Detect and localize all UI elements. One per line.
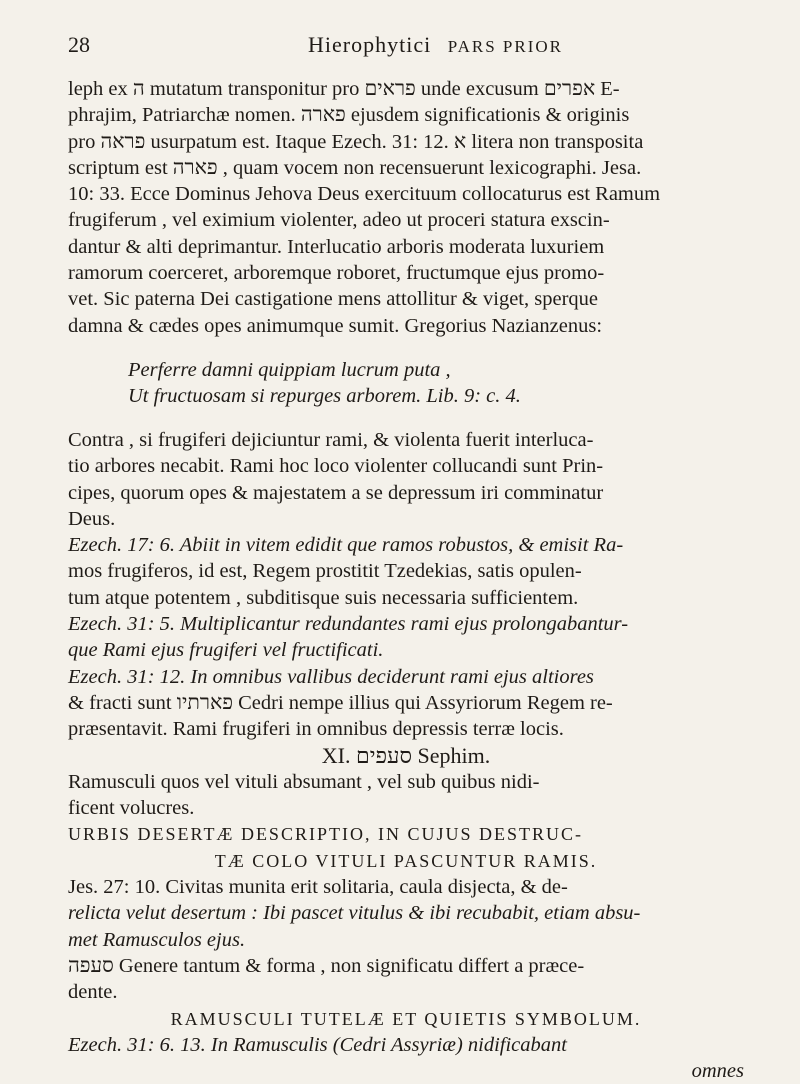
text-line: relicta velut desertum : Ibi pascet vitulus & ibi recubabit, etiam absu- <box>68 902 641 925</box>
text-line: vet. Sic paterna Dei castigatione mens attollitur & viget, sperque <box>68 288 598 311</box>
running-title-part: PARS PRIOR <box>447 37 563 56</box>
text-line: cipes, quorum opes & majestatem a se depressum iri comminatur <box>68 481 604 504</box>
text-line: Deus. <box>68 507 116 530</box>
text-line: damna & cædes opes animumque sumit. Gregorius Nazianzenus: <box>68 314 603 337</box>
text-body <box>68 76 744 1084</box>
text-line: tum atque potentem , subditisque suis necessaria sufficientem. <box>68 586 579 609</box>
page-number: 28 <box>68 32 90 57</box>
paragraph-1 <box>68 76 744 339</box>
text-line: dente. <box>68 981 118 1004</box>
paragraph-2 <box>68 427 744 743</box>
text-line: & fracti sunt פארתיו Cedri nempe illius qui Assyriorum Regem re- <box>68 691 613 714</box>
text-line: dantur & alti deprimantur. Interlucatio arboris moderata luxuriem <box>68 235 605 258</box>
text-line: Jes. 27: 10. Civitas munita erit solitaria, caula disjecta, & de- <box>68 876 568 899</box>
quote-line: Ut fructuosam si repurges arborem. Lib. 9: c. 4. <box>128 384 521 407</box>
text-line: ficent volucres. <box>68 797 195 820</box>
running-title-main: Hierophytici <box>308 32 432 57</box>
text-line: ramorum coerceret, arboremque roboret, fructumque ejus promo- <box>68 262 605 285</box>
text-line: que Rami ejus frugiferi vel fructificati. <box>68 639 384 662</box>
running-title <box>308 32 563 58</box>
paragraph-3 <box>68 769 744 1058</box>
text-line: præsentavit. Rami frugiferi in omnibus depressis terræ locis. <box>68 718 564 741</box>
text-line: URBIS DESERTÆ DESCRIPTIO, IN CUJUS DESTRUC- <box>68 824 583 845</box>
text-line: phrajim, Patriarchæ nomen. פארה ejusdem significationis & originis <box>68 104 630 127</box>
verse-quote <box>128 357 744 409</box>
text-line: RAMUSCULI TUTELÆ ET QUIETIS SYMBOLUM. <box>170 1008 642 1029</box>
quote-line: Perferre damni quippiam lucrum puta , <box>128 358 451 381</box>
text-line: tio arbores necabit. Rami hoc loco violenter collucandi sunt Prin- <box>68 455 604 478</box>
text-line: leph ex ה mutatum transponitur pro פראים unde excusum אפרים E- <box>68 78 620 100</box>
text-line: Ezech. 31: 6. 13. In Ramusculis (Cedri Assyriæ) nidificabant <box>68 1033 567 1056</box>
running-header <box>68 32 744 76</box>
text-line: met Ramusculos ejus. <box>68 928 246 951</box>
text-line: Ezech. 31: 5. Multiplicantur redundantes rami ejus prolongabantur- <box>68 613 629 636</box>
text-line: scriptum est פארה , quam vocem non recensuerunt lexicographi. Jesa. <box>68 156 642 179</box>
catchword: omnes <box>691 1060 744 1083</box>
text-line: pro פראה usurpatum est. Itaque Ezech. 31: 12. א litera non transposita <box>68 130 644 153</box>
text-line: Contra , si frugiferi dejiciuntur rami, & violenta fuerit interluca- <box>68 428 594 451</box>
text-line: 10: 33. Ecce Dominus Jehova Deus exercituum collocaturus est Ramum <box>68 183 661 206</box>
text-line: frugiferum , vel eximium violenter, adeo ut proceri statura exscin- <box>68 209 610 232</box>
text-line: Ezech. 31: 12. In omnibus vallibus deciderunt rami ejus altiores <box>68 665 594 688</box>
text-line: Ezech. 17: 6. Abiit in vitem edidit que ramos robustos, & emisit Ra- <box>68 534 624 557</box>
section-title: XI. סעפים Sephim. <box>321 742 491 768</box>
text-line: סעפה Genere tantum & forma , non significatu differt a præce- <box>68 954 585 977</box>
text-line: TÆ COLO VITULI PASCUNTUR RAMIS. <box>214 850 598 871</box>
text-line: Ramusculi quos vel vituli absumant , vel sub quibus nidi- <box>68 770 540 793</box>
text-line: mos frugiferos, id est, Regem prostitit Tzedekias, satis opulen- <box>68 560 582 583</box>
